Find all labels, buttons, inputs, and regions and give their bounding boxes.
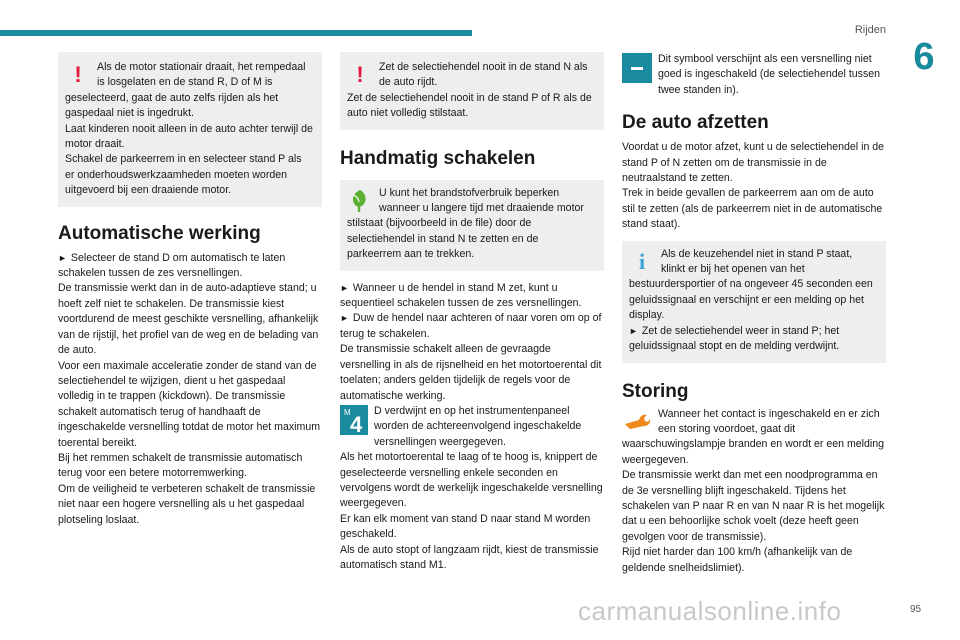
gear-display-note (340, 404, 604, 450)
page-number: 95 (910, 604, 922, 615)
paragraph: Voor een maximale acceleratie zonder de stand van de selectiehendel te wijzigen, dient u het gaspedaal volledig in te trappen (kickdown). De transmissie schakelt automatisch terug of handhaaft de ingeschakelde versnelling totdat de motor het maximum toerental bereikt. (58, 359, 321, 449)
paragraph: Trek in beide gevallen de parkeerrem aan om de auto stil te zetten (als de parkeerrem niet in de automatische stand staat). (622, 187, 883, 231)
arrow-icon: ► (340, 282, 349, 293)
manual-paragraphs (340, 281, 604, 574)
step-select-d: ► Selecteer de stand D om automatisch te laten schakelen tussen de zes versnellingen. (58, 251, 286, 280)
column-3 (622, 52, 886, 576)
info-step: ► Zet de selectiehendel weer in stand P; het geluidssignaal stopt en de melding verdwijnt. (629, 324, 840, 353)
warning-text-1: Als de motor stationair draait, het rempedaal is losgelaten en de stand R, D of M is geselecteerd, gaat de auto zelfs rijden als het gaspedaal niet is ingedrukt. (65, 61, 306, 120)
heading-de-auto-afzetten: De auto afzetten (622, 112, 769, 134)
heading-storing: Storing (622, 380, 689, 402)
automatic-paragraphs (58, 251, 322, 528)
arrow-icon: ► (58, 252, 67, 263)
warning-box (340, 52, 604, 130)
svg-text:4: 4 (350, 411, 363, 435)
column-2 (340, 52, 604, 573)
heading-handmatig-schakelen: Handmatig schakelen (340, 147, 536, 169)
gear-not-engaged-icon (622, 53, 652, 83)
eco-text: U kunt het brandstofverbruik beperken wanneer u langere tijd met draaiende motor stilstaat (bijvoorbeeld in de file) door de selectiehendel in stand N te zetten en de parkeerrem aan te trekken. (347, 186, 584, 261)
info-box (622, 241, 886, 363)
paragraph: Bij het remmen schakelt de transmissie automatisch terug voor een betere motorremwerking. (58, 451, 303, 480)
arrow-icon: ► (629, 325, 638, 336)
paragraph: Als de auto stopt of langzaam rijdt, kiest de transmissie automatisch stand M1. (340, 543, 599, 571)
wrench-warning-icon (622, 408, 652, 434)
storing-text-3: Rijd niet harder dan 100 km/h (afhankelijk van de geldende snelheidslimiet). (622, 546, 853, 574)
heading-automatische-werking: Automatische werking (58, 222, 261, 244)
neutral-symbol-note (622, 52, 886, 98)
watermark: carmanualsonline.info (578, 596, 842, 626)
step-m: ► Wanneer u de hendel in stand M zet, kunt u sequentieel schakelen tussen de zes versnellingen. (340, 281, 582, 310)
gear-4-icon (340, 405, 368, 435)
afzetten-paragraphs (622, 140, 886, 232)
d-disappears-text: D verdwijnt en op het instrumentenpaneel worden de achtereenvolgend ingeschakelde versnellingen weergegeven. (374, 404, 582, 448)
warning-text-1: Zet de selectiehendel nooit in de stand N als de auto rijdt. (379, 61, 588, 89)
storing-text-2: De transmissie werkt dan met een noodprogramma en de 3e versnelling blijft ingeschakeld. Tijdens het schakelen van P naar R en van N naar R is het mogelijk dat u een behoorlijke schok voelt (deze heeft geen gevolgen voor de transmissie). (622, 469, 885, 543)
warning-icon: ! (356, 62, 364, 87)
paragraph: De transmissie schakelt alleen de gevraagde versnelling in als de rijsnelheid en het motortoerental dit toelaten; anders gelden tijdelijk de regels voor de automatische werking. (340, 343, 602, 402)
fault-lamp-note (622, 407, 886, 469)
svg-text:M: M (344, 407, 351, 417)
paragraph: Voordat u de motor afzet, kunt u de selectiehendel in de stand P of N zetten om de transmissie in de neutraalstand te zetten. (622, 141, 885, 185)
column-1 (58, 52, 322, 528)
paragraph: Er kan elk moment van stand D naar stand M worden geschakeld. (340, 512, 591, 541)
leaf-icon (347, 187, 373, 215)
paragraph: Om de veiligheid te verbeteren schakelt de transmissie niet naar een hogere versnelling als u het gaspedaal plotseling loslaat. (58, 482, 316, 526)
warning-box (58, 52, 322, 207)
step-push: ► Duw de hendel naar achteren of naar voren om op of terug te schakelen. (340, 312, 602, 340)
arrow-icon: ► (340, 313, 349, 324)
neutral-symbol-text: Dit symbool verschijnt als een versnelling niet goed is ingeschakeld (de selectiehendel tussen twee standen in). (658, 53, 881, 96)
header-accent-bar (0, 30, 472, 36)
info-text: Als de keuzehendel niet in stand P staat, klinkt er bij het openen van het bestuurdersportier of na ongeveer 45 seconden een geluidssignaal en verschijnt er een melding op het display. (629, 247, 873, 322)
warning-icon: ! (74, 62, 82, 87)
storing-text-1: Wanneer het contact is ingeschakeld en er zich een storing voordoet, gaat dit waarschuwingslampje branden en wordt er een melding weergegeven. (622, 407, 885, 466)
paragraph: De transmissie werkt dan in de auto-adaptieve stand; u hoeft zelf niet te schakelen. De transmissie kiest voortdurend de meest geschikte versnelling, afhankelijk van de rijstijl, het profiel van de weg en de belading van de auto. (58, 282, 319, 357)
paragraph: Als het motortoerental te laag of te hoog is, knippert de geselecteerde versnelling enkele seconden en vervolgens wordt de werkelijk ingeschakelde versnelling weergegeven. (340, 451, 603, 510)
storing-paragraphs (622, 407, 886, 576)
warning-text-2: Zet de selectiehendel nooit in de stand P of R als de auto niet volledig stilstaat. (347, 91, 592, 120)
eco-box (340, 180, 604, 271)
section-title: Rijden (854, 24, 886, 36)
chapter-number: 6 (913, 36, 935, 78)
warning-text-2: Laat kinderen nooit alleen in de auto achter terwijl de motor draait. (65, 122, 313, 151)
warning-text-3: Schakel de parkeerrem in en selecteer stand P als er onderhoudswerkzaamheden moeten worden uitgevoerd bij een draaiende motor. (65, 153, 302, 197)
info-icon: i (638, 248, 646, 274)
